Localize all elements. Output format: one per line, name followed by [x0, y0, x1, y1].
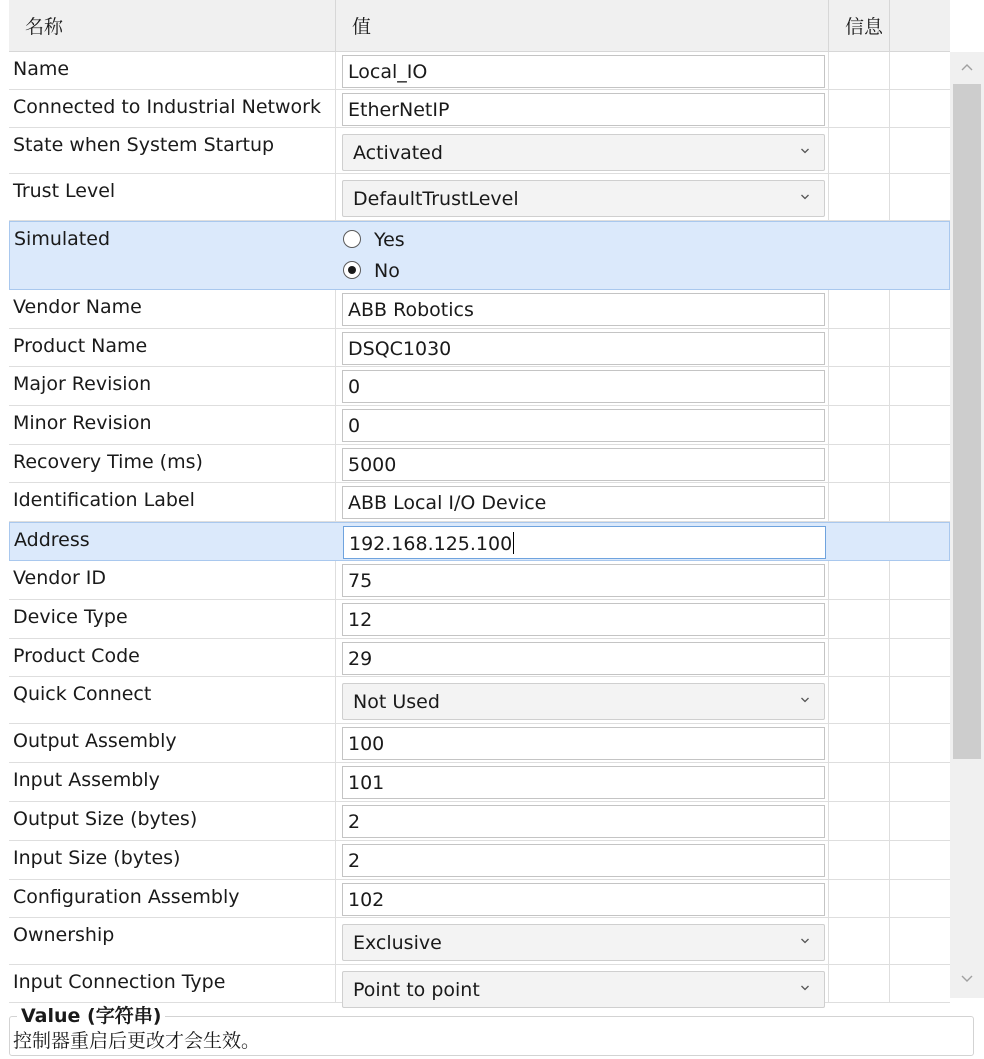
property-value-cell[interactable]	[336, 880, 829, 917]
name-input[interactable]	[342, 55, 825, 88]
name-value: Local_IO	[348, 61, 428, 83]
property-extra-cell	[890, 290, 950, 328]
property-name-identification-label: Identification Label	[13, 489, 195, 511]
radio-label-yes: Yes	[374, 229, 405, 251]
property-name-product-name: Product Name	[13, 335, 148, 357]
input-size-bytes-value: 2	[348, 850, 361, 872]
property-info-cell	[829, 367, 890, 405]
property-name-cell	[9, 841, 336, 879]
property-value-cell[interactable]	[336, 367, 829, 405]
trust-level-selected-value: DefaultTrustLevel	[353, 188, 519, 210]
property-info-cell	[829, 841, 890, 879]
property-name-output-assembly: Output Assembly	[13, 730, 177, 752]
property-info-cell	[830, 523, 891, 560]
property-extra-cell	[890, 128, 950, 173]
address-input[interactable]	[343, 526, 826, 559]
property-name-input-size-bytes: Input Size (bytes)	[13, 847, 181, 869]
input-assembly-input[interactable]	[342, 766, 825, 799]
description-title: Value (字符串)	[17, 1004, 165, 1028]
property-extra-cell	[890, 677, 950, 723]
property-extra-cell	[890, 367, 950, 405]
property-extra-cell	[890, 841, 950, 879]
column-header-value-label: 值	[352, 16, 372, 38]
minor-revision-value: 0	[348, 415, 361, 437]
property-name-input-assembly: Input Assembly	[13, 769, 160, 791]
property-info-cell	[829, 561, 890, 599]
property-name-cell	[9, 445, 336, 482]
property-value-cell[interactable]	[336, 802, 829, 840]
property-name-cell	[9, 174, 336, 220]
property-extra-cell	[890, 174, 950, 220]
property-extra-cell	[890, 445, 950, 482]
property-info-cell	[829, 880, 890, 917]
property-extra-cell	[890, 483, 950, 521]
minor-revision-input[interactable]	[342, 409, 825, 442]
property-name-minor-revision: Minor Revision	[13, 412, 152, 434]
state-when-system-startup-selected-value: Activated	[353, 142, 443, 164]
property-row-input-connection-type[interactable]	[9, 965, 950, 1003]
output-size-bytes-input[interactable]	[342, 805, 825, 838]
property-name-cell	[9, 724, 336, 762]
chevron-down-icon	[800, 146, 810, 156]
property-row-vendor-id[interactable]	[9, 561, 950, 600]
property-row-major-revision[interactable]	[9, 367, 950, 406]
product-name-value: DSQC1030	[348, 338, 452, 360]
property-value-cell[interactable]	[336, 406, 829, 444]
configuration-assembly-input[interactable]	[342, 883, 825, 916]
property-value-cell[interactable]	[336, 600, 829, 638]
property-name-cell	[9, 561, 336, 599]
property-extra-cell	[890, 965, 950, 1002]
ownership-dropdown[interactable]	[342, 924, 825, 961]
property-info-cell	[829, 600, 890, 638]
radio-label-no: No	[374, 260, 400, 282]
property-name-cell	[9, 880, 336, 917]
property-value-cell[interactable]	[336, 918, 829, 964]
property-row-recovery-time-ms[interactable]	[9, 445, 950, 483]
property-row-configuration-assembly[interactable]	[9, 880, 950, 918]
property-extra-cell	[890, 802, 950, 840]
recovery-time-ms-value: 5000	[348, 454, 397, 476]
property-name-cell	[9, 639, 336, 676]
property-row-product-code[interactable]	[9, 639, 950, 677]
property-name-name: Name	[13, 58, 70, 80]
property-info-cell	[829, 90, 890, 127]
property-row-output-size-bytes[interactable]	[9, 802, 950, 841]
property-value-cell[interactable]	[336, 445, 829, 482]
property-row-output-assembly[interactable]	[9, 724, 950, 763]
property-name-cell	[9, 367, 336, 405]
property-extra-cell	[890, 329, 950, 366]
property-value-cell[interactable]	[336, 329, 829, 366]
property-name-device-type: Device Type	[13, 606, 128, 628]
identification-label-value: ABB Local I/O Device	[348, 492, 547, 514]
property-extra-cell	[890, 639, 950, 676]
property-row-input-assembly[interactable]	[9, 763, 950, 802]
property-row-state-when-system-startup[interactable]	[9, 128, 950, 174]
property-value-cell[interactable]	[336, 724, 829, 762]
property-name-quick-connect: Quick Connect	[13, 683, 152, 705]
property-info-cell	[829, 329, 890, 366]
property-name-address: Address	[14, 529, 90, 551]
chevron-down-icon	[800, 936, 810, 946]
property-name-cell	[9, 329, 336, 366]
simulated-radio-yes[interactable]	[343, 227, 405, 253]
property-row-ownership[interactable]	[9, 918, 950, 965]
column-header-name-label: 名称	[25, 16, 64, 38]
property-name-cell	[10, 523, 337, 560]
product-code-value: 29	[348, 648, 373, 670]
property-info-cell	[829, 677, 890, 723]
property-name-input-connection-type: Input Connection Type	[13, 971, 226, 993]
property-value-cell[interactable]	[336, 965, 829, 1002]
property-info-cell	[829, 763, 890, 801]
property-name-vendor-id: Vendor ID	[13, 567, 107, 589]
property-value-cell[interactable]	[336, 763, 829, 801]
chevron-down-icon	[800, 695, 810, 705]
property-extra-cell	[891, 222, 951, 289]
property-info-cell	[829, 965, 890, 1002]
chevron-down-icon	[800, 192, 810, 202]
device-type-value: 12	[348, 609, 373, 631]
property-row-connected-to-industrial-network[interactable]	[9, 90, 950, 128]
property-value-cell[interactable]	[336, 841, 829, 879]
property-name-cell	[9, 965, 336, 1002]
identification-label-input[interactable]	[342, 486, 825, 519]
description-text: 控制器重启后更改才会生效。	[13, 1030, 261, 1052]
property-row-input-size-bytes[interactable]	[9, 841, 950, 880]
property-name-configuration-assembly: Configuration Assembly	[13, 886, 240, 908]
property-extra-cell	[890, 90, 950, 127]
column-header-info-label: 信息	[845, 16, 884, 38]
property-extra-cell	[890, 52, 950, 89]
text-caret	[513, 532, 514, 554]
property-extra-cell	[891, 523, 951, 560]
input-connection-type-dropdown[interactable]	[342, 971, 825, 1008]
property-name-cell	[9, 90, 336, 127]
property-row-address[interactable]	[9, 522, 950, 561]
vendor-name-input[interactable]	[342, 293, 825, 326]
recovery-time-ms-input[interactable]	[342, 448, 825, 481]
column-header-info[interactable]	[829, 0, 890, 52]
property-name-cell	[9, 128, 336, 173]
property-name-vendor-name: Vendor Name	[13, 296, 142, 318]
property-value-cell[interactable]	[336, 128, 829, 173]
property-info-cell	[829, 918, 890, 964]
property-value-cell[interactable]	[336, 290, 829, 328]
property-extra-cell	[890, 724, 950, 762]
radio-button-icon[interactable]	[343, 261, 361, 279]
output-size-bytes-value: 2	[348, 811, 361, 833]
property-name-cell	[9, 406, 336, 444]
vendor-id-input[interactable]	[342, 564, 825, 597]
property-name-cell	[9, 763, 336, 801]
connected-to-industrial-network-input[interactable]	[342, 93, 825, 126]
column-header-filler	[890, 0, 950, 52]
output-assembly-value: 100	[348, 733, 385, 755]
property-value-cell[interactable]	[336, 677, 829, 723]
property-value-cell[interactable]	[336, 174, 829, 220]
column-header-name[interactable]	[9, 0, 336, 52]
property-name-cell	[9, 677, 336, 723]
property-row-simulated[interactable]	[9, 221, 950, 290]
scroll-down-arrow-icon[interactable]	[961, 974, 973, 984]
ownership-selected-value: Exclusive	[353, 932, 442, 954]
quick-connect-selected-value: Not Used	[353, 691, 440, 713]
configuration-assembly-value: 102	[348, 889, 385, 911]
major-revision-input[interactable]	[342, 370, 825, 403]
property-row-identification-label[interactable]	[9, 483, 950, 522]
device-type-input[interactable]	[342, 603, 825, 636]
property-value-cell[interactable]	[336, 561, 829, 599]
property-extra-cell	[890, 406, 950, 444]
property-info-cell	[829, 445, 890, 482]
property-info-cell	[829, 128, 890, 173]
property-row-vendor-name[interactable]	[9, 290, 950, 329]
property-info-cell	[830, 222, 891, 289]
property-extra-cell	[890, 918, 950, 964]
property-name-cell	[9, 918, 336, 964]
property-extra-cell	[890, 763, 950, 801]
property-value-cell[interactable]	[336, 52, 829, 89]
property-row-device-type[interactable]	[9, 600, 950, 639]
property-name-output-size-bytes: Output Size (bytes)	[13, 808, 198, 830]
product-code-input[interactable]	[342, 642, 825, 675]
property-name-connected-to-industrial-network: Connected to Industrial Network	[13, 96, 321, 118]
property-row-quick-connect[interactable]	[9, 677, 950, 724]
property-info-cell	[829, 639, 890, 676]
scroll-up-arrow-icon[interactable]	[961, 62, 973, 72]
property-name-cell	[9, 483, 336, 521]
simulated-radio-no[interactable]	[343, 258, 400, 284]
quick-connect-dropdown[interactable]	[342, 683, 825, 720]
property-name-cell	[10, 222, 337, 289]
property-info-cell	[829, 174, 890, 220]
property-name-cell	[9, 600, 336, 638]
property-name-state-when-system-startup: State when System Startup	[13, 134, 275, 156]
vertical-scrollbar[interactable]	[950, 52, 984, 998]
property-extra-cell	[890, 561, 950, 599]
input-connection-type-selected-value: Point to point	[353, 979, 480, 1001]
address-value: 192.168.125.100	[349, 533, 513, 555]
property-info-cell	[829, 483, 890, 521]
property-value-cell[interactable]	[337, 523, 830, 560]
property-row-trust-level[interactable]	[9, 174, 950, 221]
product-name-input[interactable]	[342, 332, 825, 365]
property-extra-cell	[890, 600, 950, 638]
property-row-minor-revision[interactable]	[9, 406, 950, 445]
property-name-major-revision: Major Revision	[13, 373, 152, 395]
property-name-ownership: Ownership	[13, 924, 115, 946]
input-assembly-value: 101	[348, 772, 385, 794]
property-value-cell[interactable]	[336, 639, 829, 676]
state-when-system-startup-dropdown[interactable]	[342, 134, 825, 171]
scrollbar-thumb[interactable]	[953, 84, 981, 759]
radio-button-icon[interactable]	[343, 230, 361, 248]
connected-to-industrial-network-value: EtherNetIP	[348, 99, 450, 121]
property-name-simulated: Simulated	[14, 228, 111, 250]
vendor-id-value: 75	[348, 570, 373, 592]
input-size-bytes-input[interactable]	[342, 844, 825, 877]
major-revision-value: 0	[348, 376, 361, 398]
output-assembly-input[interactable]	[342, 727, 825, 760]
property-value-cell[interactable]	[336, 483, 829, 521]
property-name-product-code: Product Code	[13, 645, 140, 667]
property-info-cell	[829, 290, 890, 328]
property-name-cell	[9, 802, 336, 840]
property-name-trust-level: Trust Level	[13, 180, 116, 202]
chevron-down-icon	[800, 983, 810, 993]
column-header-value[interactable]	[336, 0, 829, 52]
property-name-cell	[9, 52, 336, 89]
property-row-name[interactable]	[9, 52, 950, 90]
vendor-name-value: ABB Robotics	[348, 299, 474, 321]
property-info-cell	[829, 52, 890, 89]
property-info-cell	[829, 406, 890, 444]
property-extra-cell	[890, 880, 950, 917]
trust-level-dropdown[interactable]	[342, 180, 825, 217]
property-name-cell	[9, 290, 336, 328]
property-value-cell[interactable]	[337, 222, 830, 289]
property-info-cell	[829, 724, 890, 762]
property-info-cell	[829, 802, 890, 840]
property-value-cell[interactable]	[336, 90, 829, 127]
property-name-recovery-time-ms: Recovery Time (ms)	[13, 451, 203, 473]
property-row-product-name[interactable]	[9, 329, 950, 367]
